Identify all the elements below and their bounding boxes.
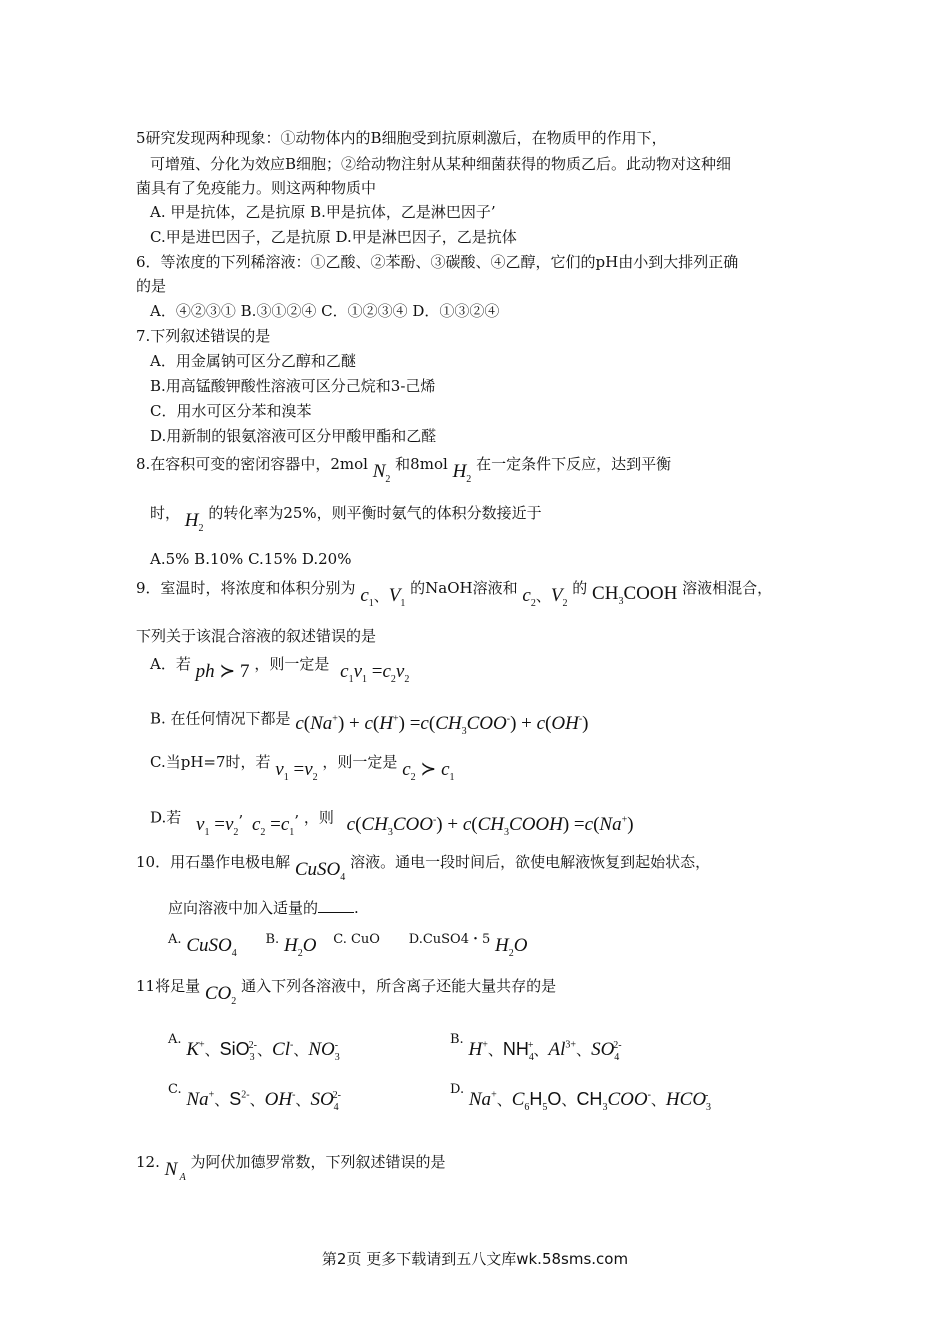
q10-line2	[168, 898, 359, 918]
q8-text-1: 8.在容积可变的密闭容器中，2mol	[136, 455, 368, 473]
ion-set-b: H+、$NH_4^+$、$Al^{3+}$、$SO_4^{2-}$	[468, 1039, 622, 1064]
q10-text-3: 应向溶液中加入适量的	[168, 899, 319, 917]
formula-charge-balance: $c(Na^+) + c(H^+) =c(CH_3COO^-) + c(OH^-)$	[295, 713, 589, 738]
q10-option-d: D.CuSO4・5	[408, 932, 491, 947]
q7-option-b: B.用高锰酸钾酸性溶液可区分己烷和3-己烯	[150, 377, 436, 395]
formula-cuso4: CuSO$_4$	[186, 935, 237, 959]
formula-ch3cooh: $CH_3COOH$	[592, 583, 678, 607]
formula-c2-v2: $c_2$、$V_2$	[522, 585, 568, 609]
q11-option-a-label: A.	[168, 1032, 182, 1048]
q11-option-b-label: B.	[450, 1032, 464, 1048]
q10-options	[168, 928, 528, 959]
formula-cuso4: CuSO$_4$	[294, 859, 346, 883]
q9-option-b	[150, 704, 589, 736]
q7-option-a: A．用金属钠可区分乙醇和乙醚	[150, 352, 356, 370]
q11-option-b	[450, 1030, 622, 1062]
q11-text-1: 11将足量	[136, 977, 201, 995]
q9-text-4: 溶液相混合，	[682, 579, 773, 597]
ion-set-c: Na+、$S^{2-}$、OH-、$SO_4^{2-}$	[186, 1089, 342, 1114]
formula-h2o: $H_2O$	[495, 935, 528, 959]
formula-ph-gt-7: ph ≻ 7	[195, 661, 250, 682]
q8-text-4: 时，	[150, 504, 181, 522]
formula-h2: $H_2$	[184, 510, 204, 534]
q7-stem: 7.下列叙述错误的是	[136, 327, 271, 345]
q5-line3: 菌具有了免疫能力。则这两种物质中	[136, 179, 377, 197]
q9-option-c	[150, 752, 455, 783]
q9-text-2: 的NaOH溶液和	[410, 579, 518, 597]
q12-line1	[136, 1152, 446, 1183]
formula-na-avogadro: N $_A$	[164, 1159, 186, 1183]
q10-text-3-end: .	[354, 899, 359, 917]
formula-h2o: $H_2O$	[283, 935, 317, 959]
formula-co2: $CO_2$	[204, 983, 237, 1007]
q10-line1	[136, 852, 711, 883]
q8-text-5: 的转化率为25%，则平衡时氨气的体积分数接近于	[208, 504, 542, 522]
q9-option-c-text: C.当pH=7时，若	[150, 753, 271, 771]
page-footer: 第2页 更多下载请到五八文库wk.58sms.com	[321, 1250, 629, 1268]
q5-options-ab: A. 甲是抗体，乙是抗原 B.甲是抗体，乙是淋巴因子’	[150, 203, 496, 221]
formula-n2: $N_2$	[372, 461, 391, 485]
q8-text-2: 和8mol	[395, 455, 448, 473]
q11-text-2: 通入下列各溶液中，所含离子还能大量共存的是	[241, 977, 557, 995]
ion-set-a: K+、SiO$_3^{2-}$、Cl-、$NO_3^-$	[186, 1039, 340, 1064]
formula-c2-gt-c1: $c_2$ ≻ $c_1$	[402, 759, 455, 783]
q9-option-c-text-2: ，则一定是	[322, 753, 398, 771]
q9-option-d-text: D.若	[150, 808, 182, 827]
q9-text-1: 9．室温时，将浓度和体积分别为	[136, 579, 356, 597]
q11-option-c-label: C.	[168, 1082, 182, 1098]
q10-option-c: C. CuO	[333, 932, 380, 947]
q8-options: A.5% B.10% C.15% D.20%	[150, 550, 352, 568]
q9-option-b-text: B. 在任何情况下都是	[150, 709, 291, 728]
q5-options-cd: C.甲是进巴因子，乙是抗原 D.甲是淋巴因子，乙是抗体	[150, 228, 517, 246]
q11-option-c	[168, 1080, 341, 1112]
q8-text-3: 在一定条件下反应，达到平衡	[476, 455, 672, 473]
q10-option-a-label: A.	[168, 932, 182, 947]
q9-option-a	[150, 654, 410, 685]
q5-line2: 可增殖、分化为效应B细胞；②给动物注射从某种细菌获得的物质乙后。此动物对这种细	[150, 155, 732, 173]
q12-text-2: 为阿伏加德罗常数，下列叙述错误的是	[190, 1153, 446, 1171]
formula-c2-eq-c1: $c_2 =c_1$	[251, 814, 295, 839]
q5-line1: 5研究发现两种现象：①动物体内的B细胞受到抗原刺激后，在物质甲的作用下，	[136, 129, 667, 147]
q8-line2	[150, 503, 542, 534]
formula-c1-v1: $c_1$、$V_1$	[360, 585, 406, 609]
q10-text-1: 10．用石墨作电极电解	[136, 853, 291, 871]
q6-line2: 的是	[136, 277, 167, 295]
q6-line1: 6．等浓度的下列稀溶液：①乙酸、②苯酚、③碳酸、④乙醇，它们的pH由小到大排列正确	[136, 253, 739, 271]
q9-line2: 下列关于该混合溶液的叙述错误的是	[136, 627, 377, 645]
q11-option-a	[168, 1030, 338, 1062]
q7-option-d: D.用新制的银氨溶液可区分甲酸甲酯和乙醛	[150, 427, 437, 445]
q9-text-3: 的	[572, 579, 588, 597]
q9-line1	[136, 578, 773, 609]
formula-material-balance: $c(CH_3COO^-)$ + $c(CH_3COOH) =c(Na^+)$	[346, 814, 634, 839]
q9-option-a-text: A．若	[150, 655, 191, 673]
answer-blank	[318, 898, 354, 913]
q11-line1	[136, 976, 557, 1007]
q9-option-d: D.若 $v_1 =v_2$’ $c_2 =c_1$’ ，则 $c(CH_3COO^-)$ + $c(CH_3COOH) =c(Na^+)$	[150, 808, 634, 839]
q10-text-2: 溶液。通电一段时间后，欲使电解液恢复到起始状态，	[350, 853, 711, 871]
ion-set-d: Na+、$C_6H_5O$、$CH_3COO^-$、$HCO_3^-$	[468, 1089, 712, 1114]
formula-h2: $H_2$	[452, 461, 472, 485]
formula-v1-eq-v2: $v_1 =v_2$	[196, 814, 239, 839]
q9-option-d-text-2: ，则	[303, 808, 334, 827]
q9-option-a-text-2: ，则一定是	[254, 655, 330, 673]
q7-option-c: C．用水可区分苯和溴苯	[150, 402, 312, 420]
q8-line1	[136, 454, 672, 485]
q10-option-b-label: B.	[265, 932, 280, 947]
q11-option-d	[450, 1080, 712, 1114]
q12-text-1: 12.	[136, 1153, 160, 1171]
formula-v1-eq-v2: $v_1 =v_2$	[275, 759, 318, 783]
formula-c1v1-eq-c2v2: $c_1v_1 =c_2v_2$	[340, 661, 410, 685]
q6-options: A．④②③① B.③①②④ C．①②③④ D．①③②④	[150, 302, 500, 320]
q11-option-d-label: D.	[450, 1082, 465, 1098]
